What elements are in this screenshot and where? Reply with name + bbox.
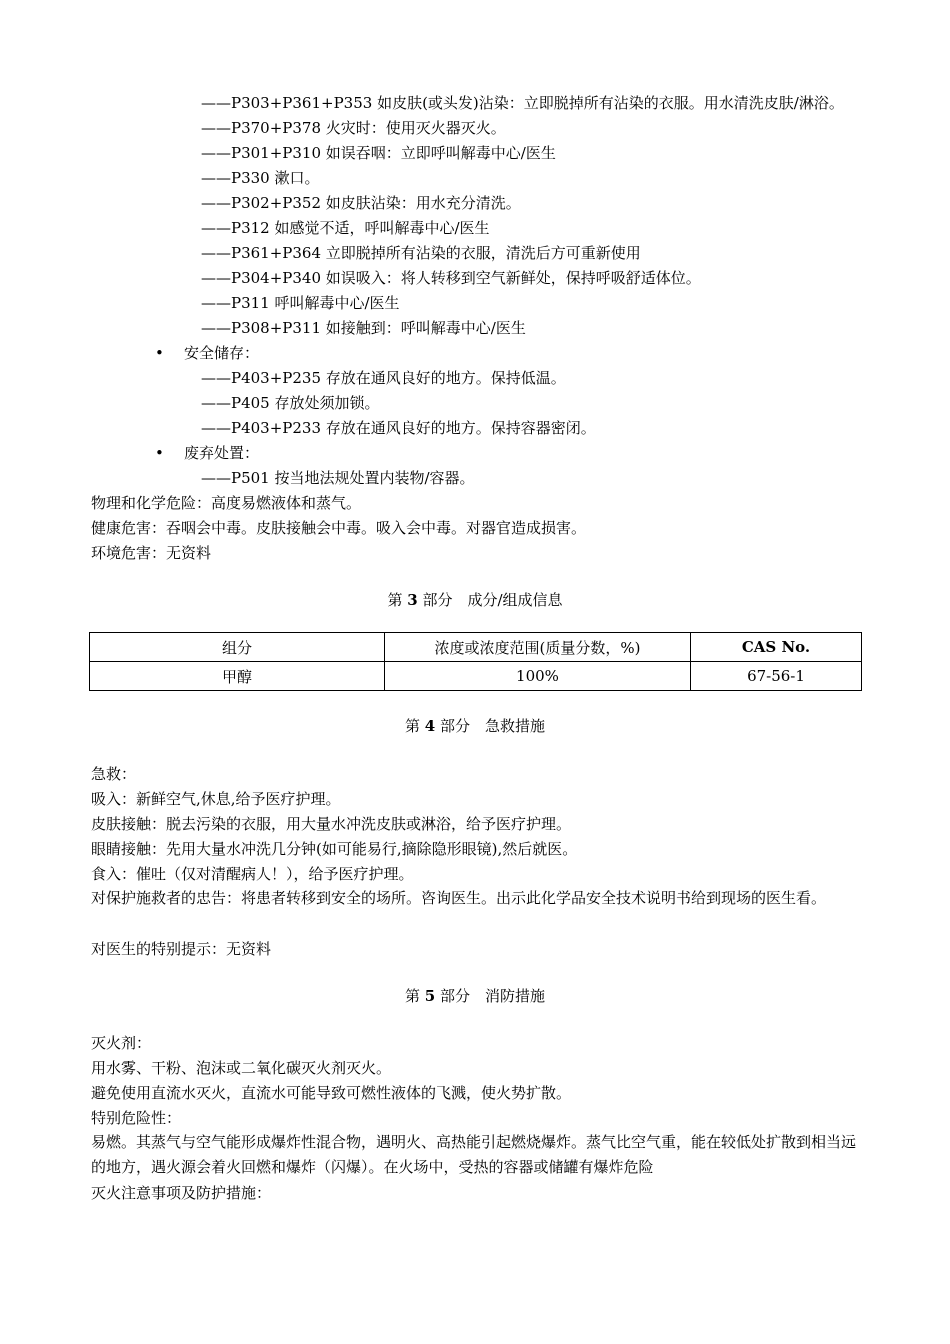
bullet-icon: •	[155, 344, 164, 362]
precaution-line: ——P312 如感觉不适，呼叫解毒中心/医生	[201, 219, 490, 237]
first-aid-line: 眼睛接触：先用大量水冲洗几分钟(如可能易行,摘除隐形眼镜),然后就医。	[91, 840, 578, 858]
precaution-line: ——P304+P340 如误吸入：将人转移到空气新鲜处，保持呼吸舒适体位。	[201, 269, 701, 287]
first-aid-line: 皮肤接触：脱去污染的衣服，用大量水冲洗皮肤或淋浴，给予医疗护理。	[91, 815, 572, 833]
section-number: 5	[424, 987, 436, 1005]
precaution-line: ——P330 漱口。	[201, 169, 320, 187]
storage-label: 安全储存：	[184, 344, 260, 362]
section-4-title: 第 4 部分 急救措施	[404, 717, 546, 735]
table-row	[90, 662, 862, 691]
protection-heading: 灭火注意事项及防护措施：	[91, 1184, 272, 1202]
first-aid-line: 食入：催吐（仅对清醒病人！），给予医疗护理。	[91, 865, 414, 883]
precaution-line: ——P311 呼叫解毒中心/医生	[201, 294, 400, 312]
environment-hazard: 环境危害：无资料	[91, 544, 212, 562]
table-header-row	[90, 633, 862, 662]
table-cell: 甲醇	[90, 662, 385, 691]
storage-item: ——P403+P235 存放在通风良好的地方。保持低温。	[201, 369, 566, 387]
firefighting-line: 灭火剂：	[91, 1034, 152, 1052]
section-5-title: 第 5 部分 消防措施	[404, 987, 546, 1005]
section-number: 4	[424, 717, 436, 735]
composition-table	[89, 632, 862, 691]
precaution-line: ——P308+P311 如接触到：呼叫解毒中心/医生	[201, 319, 526, 337]
physical-hazard: 物理和化学危险：高度易燃液体和蒸气。	[91, 494, 362, 512]
precaution-line: ——P361+P364 立即脱掉所有沾染的衣服，清洗后方可重新使用	[201, 244, 641, 262]
firefighting-line: 特别危险性：	[91, 1109, 182, 1127]
disposal-label: 废弃处置：	[184, 444, 260, 462]
precaution-line: ——P302+P352 如皮肤沾染：用水充分清洗。	[201, 194, 521, 212]
firefighting-line: 避免使用直流水灭火，直流水可能导致可燃性液体的飞溅，使火势扩散。	[91, 1084, 572, 1102]
storage-item: ——P405 存放处须加锁。	[201, 394, 380, 412]
table-header-cell: 浓度或浓度范围(质量分数，%)	[385, 633, 691, 662]
health-hazard: 健康危害：吞咽会中毒。皮肤接触会中毒。吸入会中毒。对器官造成损害。	[91, 519, 587, 537]
disposal-item: ——P501 按当地法规处置内装物/容器。	[201, 469, 475, 487]
disposal-heading	[0, 443, 950, 465]
table-cell: 100%	[385, 662, 691, 691]
table-header-cell: CAS No.	[691, 633, 862, 662]
table-header-cell: 组分	[90, 633, 385, 662]
storage-heading	[0, 343, 950, 365]
firefighting-line: 用水雾、干粉、泡沫或二氧化碳灭火剂灭火。	[91, 1059, 392, 1077]
storage-item: ——P403+P233 存放在通风良好的地方。保持容器密闭。	[201, 419, 596, 437]
first-aid-line: 吸入：新鲜空气,休息,给予医疗护理。	[91, 790, 341, 808]
first-aid-line: 急救：	[91, 765, 137, 783]
special-hazard: 易燃。其蒸气与空气能形成爆炸性混合物，遇明火、高热能引起燃烧爆炸。蒸气比空气重，能在较低处扩散到相当远的地方，遇火源会着火回燃和爆炸（闪爆）。在火场中，受热的容器或储罐有爆炸危险	[91, 1133, 857, 1176]
precaution-line: ——P301+P310 如误吞咽：立即呼叫解毒中心/医生	[201, 144, 556, 162]
precaution-line: ——P370+P378 火灾时：使用灭火器灭火。	[201, 119, 506, 137]
section-number: 3	[407, 591, 418, 609]
bullet-icon: •	[155, 444, 164, 462]
doctor-note: 对医生的特别提示：无资料	[91, 940, 272, 958]
section-3-title: 第 3 部分 成分/组成信息	[387, 591, 563, 609]
rescuer-advice: 对保护施救者的忠告：将患者转移到安全的场所。咨询医生。出示此化学品安全技术说明书给到现场的医生看。	[91, 889, 827, 907]
table-cell: 67-56-1	[691, 662, 862, 691]
precaution-line: ——P303+P361+P353 如皮肤(或头发)沾染：立即脱掉所有沾染的衣服。用水清洗皮肤/淋浴。	[201, 94, 844, 112]
